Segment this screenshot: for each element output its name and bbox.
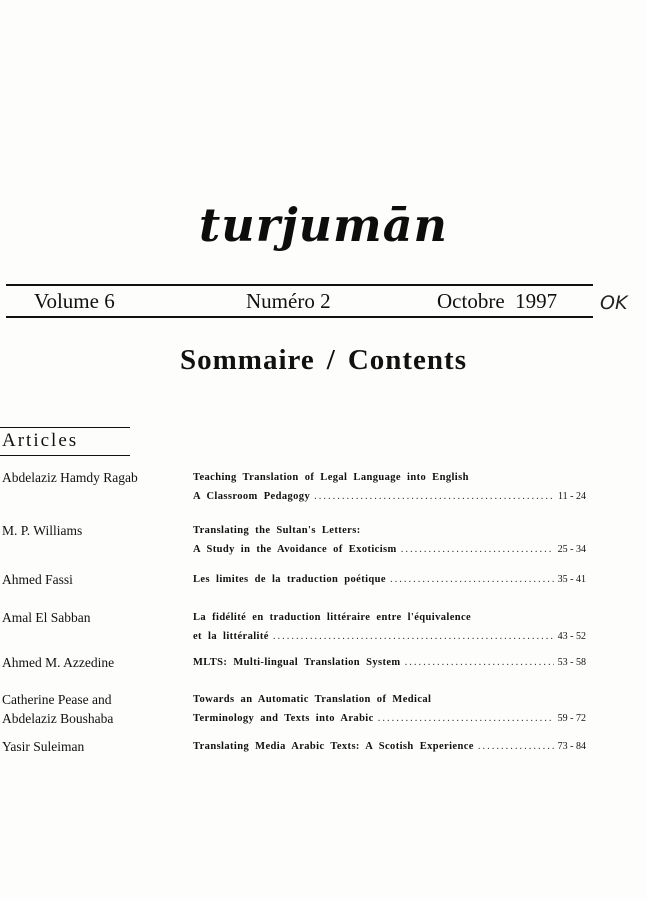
title-last-line xyxy=(193,709,586,728)
page-range: 59 - 72 xyxy=(557,713,586,724)
page-range: 43 - 52 xyxy=(557,631,586,642)
author-name: Ahmed Fassi xyxy=(2,572,73,587)
author-name: Yasir Suleiman xyxy=(2,739,85,754)
title-line: Translating Media Arabic Texts: A Scotish Experience xyxy=(193,741,474,752)
header-rule-top xyxy=(6,284,593,286)
article-title xyxy=(193,737,586,756)
page-range: 53 - 58 xyxy=(557,657,586,668)
author-name: Abdelaziz Hamdy Ragab xyxy=(2,470,138,485)
article-author xyxy=(2,653,114,672)
article-title xyxy=(193,653,586,672)
article-author xyxy=(2,690,113,728)
title-line: Les limites de la traduction poétique xyxy=(193,574,386,585)
author-name: Amal El Sabban xyxy=(2,610,91,625)
article-author xyxy=(2,608,90,627)
title-last-line xyxy=(193,570,586,589)
page-range: 35 - 41 xyxy=(557,574,586,585)
leader-dots xyxy=(390,570,554,589)
article-author xyxy=(2,468,138,487)
section-label-articles: Articles xyxy=(2,430,79,451)
heading-sommaire: Sommaire xyxy=(180,344,315,376)
article-author xyxy=(2,737,84,756)
page-range: 73 - 84 xyxy=(557,741,586,752)
issue-number: Numéro 2 xyxy=(246,289,331,313)
article-title xyxy=(193,690,586,728)
journal-title: turjumān xyxy=(199,198,448,252)
author-name: Catherine Pease and xyxy=(2,692,112,707)
title-last-line xyxy=(193,487,586,506)
title-last-line xyxy=(193,540,586,559)
author-name: Ahmed M. Azzedine xyxy=(2,655,115,670)
contents-heading xyxy=(0,344,647,377)
title-last-line xyxy=(193,627,586,646)
leader-dots xyxy=(478,737,554,756)
title-line: et la littéralité xyxy=(193,631,269,642)
title-line: Terminology and Texts into Arabic xyxy=(193,713,374,724)
title-line: Teaching Translation of Legal Language into English xyxy=(193,472,469,483)
article-title xyxy=(193,468,586,506)
title-last-line xyxy=(193,653,586,672)
title-line: A Study in the Avoidance of Exoticism xyxy=(193,544,397,555)
article-title xyxy=(193,608,586,646)
section-rule-top xyxy=(0,427,130,428)
leader-dots xyxy=(314,487,554,506)
page-range: 25 - 34 xyxy=(557,544,586,555)
heading-contents: Contents xyxy=(347,344,467,376)
title-last-line xyxy=(193,737,586,756)
title-line: MLTS: Multi-lingual Translation System xyxy=(193,657,401,668)
leader-dots xyxy=(401,540,554,559)
author-name: M. P. Williams xyxy=(2,523,83,538)
title-line: La fidélité en traduction littéraire entre l'équivalence xyxy=(193,612,472,623)
title-line: A Classroom Pedagogy xyxy=(193,491,311,502)
leader-dots xyxy=(378,709,554,728)
article-title xyxy=(193,521,586,559)
author-name: Abdelaziz Boushaba xyxy=(2,711,114,726)
heading-slash: / xyxy=(326,344,336,376)
article-title xyxy=(193,570,586,589)
article-author xyxy=(2,521,82,540)
handwritten-ok-mark: OK xyxy=(600,292,628,314)
leader-dots xyxy=(405,653,554,672)
issue-date: Octobre 1997 xyxy=(437,289,558,313)
page-range: 11 - 24 xyxy=(558,491,586,502)
section-rule-bottom xyxy=(0,455,130,456)
leader-dots xyxy=(273,627,554,646)
title-line: Translating the Sultan's Letters: xyxy=(193,525,361,536)
article-author xyxy=(2,570,73,589)
issue-line xyxy=(0,289,647,315)
title-line: Towards an Automatic Translation of Medical xyxy=(193,694,432,705)
volume-label: Volume 6 xyxy=(34,289,115,313)
header-rule-bottom xyxy=(6,316,593,318)
